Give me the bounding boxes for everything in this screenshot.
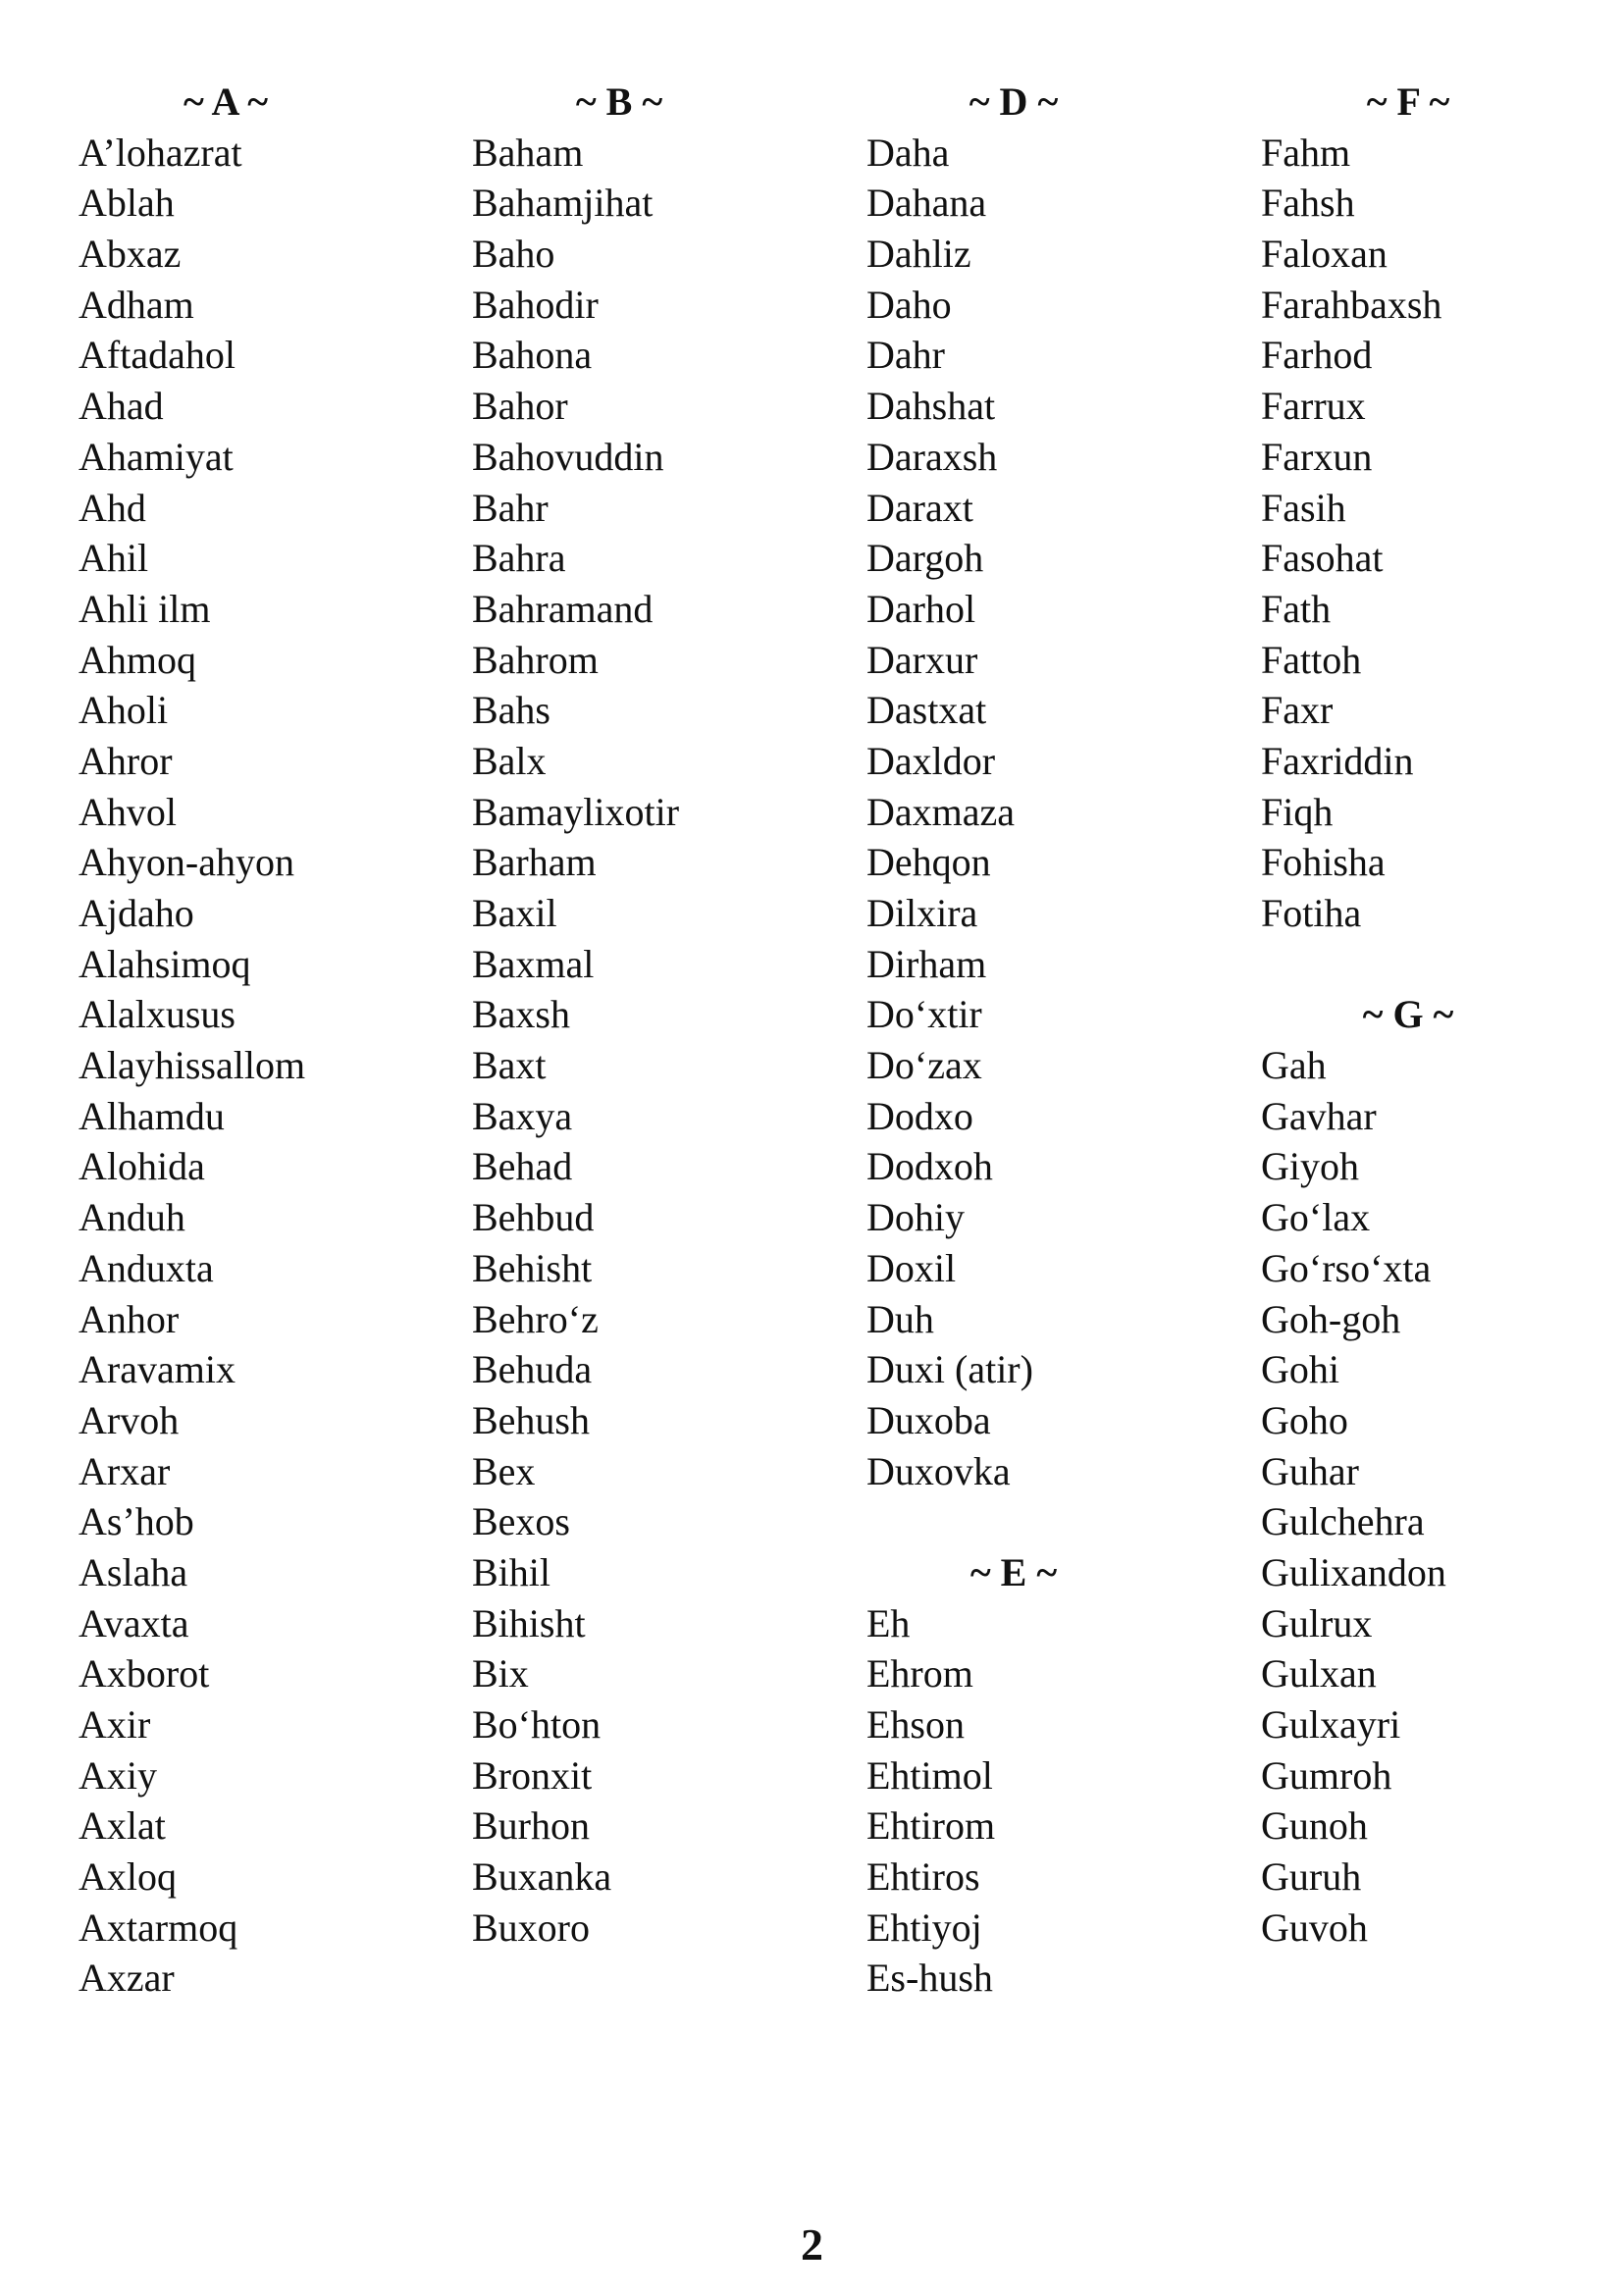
word-item: Baxt [472,1043,547,1088]
word-item: Baxsh [472,992,570,1037]
word-item: Bahrom [472,637,599,682]
word-list [1261,1040,1624,1953]
word-item: Ablah [79,181,175,226]
word-item: Dahliz [866,232,971,277]
word-item: Bahodir [472,282,599,327]
word-item: Aslaha [79,1549,188,1594]
word-item: A’lohazrat [79,130,242,175]
word-item: Baham [472,130,584,175]
word-item: Duxoba [866,1397,991,1442]
word-item: Do‘xtir [866,992,982,1037]
word-item: Doxil [866,1245,957,1290]
word-item: Ahamiyat [79,434,234,479]
letter-section [866,77,1239,1496]
column-3 [866,77,1239,2004]
word-item: Alayhissallom [79,1043,306,1088]
word-item: Fotiha [1261,891,1362,935]
word-item: Behuda [472,1347,593,1392]
word-item: Bexos [472,1499,570,1544]
word-item: Anhor [79,1296,180,1341]
word-item: Baxil [472,891,557,935]
word-item: Bamaylixotir [472,789,680,834]
word-item: Alalxusus [79,992,236,1037]
section-heading: ~ F ~ [1366,79,1450,124]
word-item: Axiy [79,1752,157,1798]
word-item: Faxriddin [1261,738,1414,783]
word-item: Aftadahol [79,333,236,378]
word-item: Goh-goh [1261,1296,1401,1341]
word-item: Farhod [1261,333,1373,378]
word-item: Buxanka [472,1854,612,1900]
word-item: Bahamjihat [472,181,654,226]
word-item: Gulchehra [1261,1499,1425,1544]
column-4 [1261,77,1624,1953]
word-item: Bihisht [472,1600,586,1645]
word-item: Bahra [472,536,566,581]
word-item: Gulxan [1261,1651,1377,1696]
word-item: Gulixandon [1261,1549,1446,1594]
word-item: Giyoh [1261,1144,1359,1189]
word-item: Dilxira [866,891,978,935]
word-item: Ahvol [79,789,177,834]
word-item: Darxur [866,637,978,682]
word-item: Bex [472,1448,536,1493]
word-item: Axlat [79,1803,166,1849]
word-item: Dahana [866,181,987,226]
word-item: Duxovka [866,1448,1011,1493]
word-item: Arxar [79,1448,171,1493]
word-item: Ehtiyoj [866,1905,982,1950]
word-item: Darhol [866,586,976,631]
section-heading: ~ G ~ [1362,992,1454,1037]
word-item: Daha [866,130,950,175]
word-item: Farahbaxsh [1261,282,1442,327]
section-heading: ~ B ~ [575,79,663,124]
word-list [1261,128,1624,939]
word-item: Gumroh [1261,1752,1392,1798]
word-item: Goho [1261,1397,1348,1442]
word-item: Behush [472,1397,590,1442]
word-item: Dodxo [866,1093,973,1138]
word-list [472,128,845,1954]
word-item: Axtarmoq [79,1905,238,1950]
word-item: Gah [1261,1043,1327,1088]
word-item: Ahli ilm [79,586,211,631]
word-item: Burhon [472,1803,590,1849]
word-item: Do‘zax [866,1043,982,1088]
word-item: Bahramand [472,586,654,631]
word-item: Aholi [79,688,169,733]
letter-section [1261,989,1624,1953]
word-item: Anduxta [79,1245,214,1290]
word-item: Avaxta [79,1600,189,1645]
word-item: Abxaz [79,232,182,277]
word-item: Bahovuddin [472,434,664,479]
word-item: Fohisha [1261,840,1386,885]
letter-section [472,77,845,1953]
word-item: Fattoh [1261,637,1362,682]
word-item: Aravamix [79,1347,236,1392]
word-item: Dahr [866,333,945,378]
word-item: Buxoro [472,1905,590,1950]
word-item: Go‘rso‘xta [1261,1245,1432,1290]
word-item: Baho [472,232,555,277]
word-item: Daxmaza [866,789,1016,834]
word-item: Ehrom [866,1651,973,1696]
word-item: Ehtirom [866,1803,996,1849]
word-item: Gavhar [1261,1093,1377,1138]
word-item: Ahyon-ahyon [79,840,294,885]
word-item: Bahona [472,333,593,378]
word-item: Alohida [79,1144,205,1189]
word-list [866,1598,1239,2005]
word-item: Faloxan [1261,232,1388,277]
section-heading: ~ A ~ [183,79,269,124]
word-item: As’hob [79,1499,194,1544]
word-item: Ahd [79,485,146,530]
word-item: Behbud [472,1195,595,1240]
section-heading: ~ E ~ [969,1549,1058,1594]
word-item: Gohi [1261,1347,1339,1392]
word-item: Daho [866,282,952,327]
word-item: Dahshat [866,384,996,429]
word-item: Axir [79,1702,151,1747]
word-item: Dohiy [866,1195,965,1240]
word-item: Dargoh [866,536,984,581]
word-item: Axzar [79,1956,175,2001]
word-item: Balx [472,738,547,783]
word-item: Gunoh [1261,1803,1368,1849]
word-item: Fahm [1261,130,1351,175]
word-item: Daxldor [866,738,996,783]
word-item: Behisht [472,1245,593,1290]
word-item: Baxmal [472,941,595,986]
word-item: Ajdaho [79,891,194,935]
word-item: Gulxayri [1261,1702,1401,1747]
word-item: Bahor [472,384,568,429]
word-list [79,128,451,2004]
word-item: Gulrux [1261,1600,1373,1645]
word-item: Ehson [866,1702,965,1747]
word-item: Ehtimol [866,1752,993,1798]
section-heading: ~ D ~ [969,79,1059,124]
word-item: Ahad [79,384,164,429]
word-item: Guhar [1261,1448,1359,1493]
word-item: Adham [79,282,194,327]
letter-section [1261,77,1624,939]
word-item: Bahr [472,485,549,530]
word-item: Duxi (atir) [866,1347,1033,1392]
word-item: Ahil [79,536,149,581]
word-list [866,128,1239,1497]
word-item: Dirham [866,941,987,986]
word-item: Fasohat [1261,536,1384,581]
word-item: Ahror [79,738,173,783]
word-item: Dehqon [866,840,991,885]
word-item: Behad [472,1144,573,1189]
word-item: Bix [472,1651,529,1696]
word-item: Dodxoh [866,1144,993,1189]
word-item: Arvoh [79,1397,180,1442]
word-item: Fasih [1261,485,1346,530]
column-1 [79,77,451,2004]
word-item: Axborot [79,1651,210,1696]
word-item: Fahsh [1261,181,1355,226]
word-item: Barham [472,840,597,885]
word-item: Baxya [472,1093,573,1138]
word-item: Daraxt [866,485,973,530]
column-2 [472,77,845,1953]
word-item: Es-hush [866,1956,993,2001]
word-item: Axloq [79,1854,177,1900]
word-item: Faxr [1261,688,1334,733]
word-item: Bo‘hton [472,1702,602,1747]
word-item: Anduh [79,1195,185,1240]
word-item: Fiqh [1261,789,1334,834]
word-item: Bronxit [472,1752,593,1798]
word-item: Bahs [472,688,550,733]
word-item: Daraxsh [866,434,998,479]
word-item: Bihil [472,1549,551,1594]
word-item: Fath [1261,586,1332,631]
letter-section [866,1547,1239,2004]
word-item: Ehtiros [866,1854,980,1900]
word-item: Alahsimoq [79,941,251,986]
page-number: 2 [801,2219,823,2270]
letter-section [79,77,451,2004]
word-item: Duh [866,1296,934,1341]
word-item: Behro‘z [472,1296,599,1341]
word-item: Guruh [1261,1854,1362,1900]
word-item: Eh [866,1600,911,1645]
word-item: Alhamdu [79,1093,225,1138]
word-item: Farxun [1261,434,1373,479]
word-item: Farrux [1261,384,1366,429]
word-item: Ahmoq [79,637,196,682]
word-item: Dastxat [866,688,987,733]
word-item: Guvoh [1261,1905,1368,1950]
word-item: Go‘lax [1261,1195,1371,1240]
